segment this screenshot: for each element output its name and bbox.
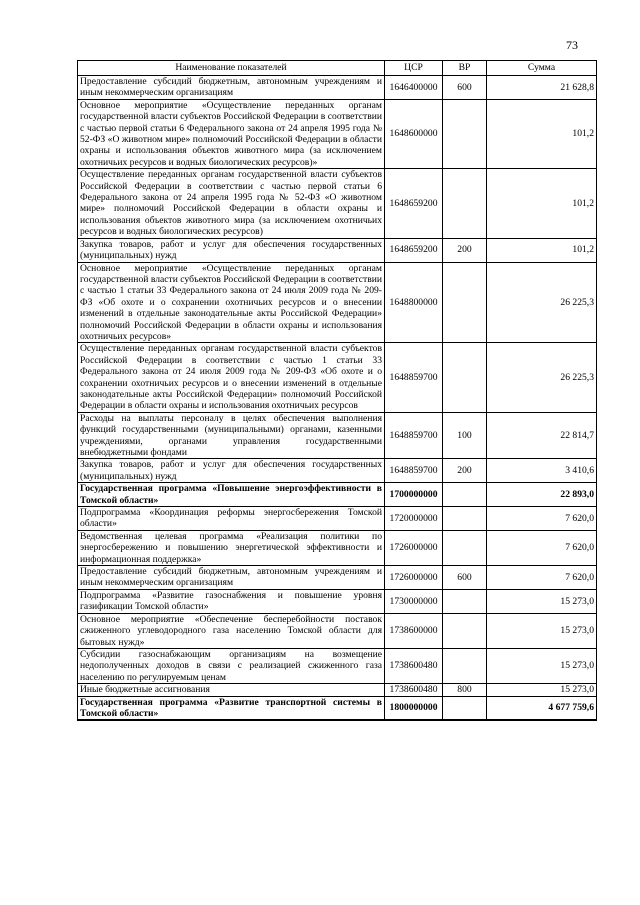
table-row (78, 696, 597, 720)
row-sum: 3 410,6 (487, 459, 597, 483)
table-row (78, 169, 597, 238)
table-row (78, 483, 597, 507)
row-sum: 21 628,8 (487, 76, 597, 100)
row-name: Расходы на выплаты персоналу в целях обеспечения выполнения функций государственными (муниципальными) органами, казенными учреждениями, органами управления государственными внебюджетными фондами (78, 412, 385, 459)
table-row (78, 412, 597, 459)
row-csr: 1646400000 (385, 76, 443, 100)
row-csr: 1738600480 (385, 684, 443, 696)
row-csr: 1738600480 (385, 648, 443, 683)
row-name: Предоставление субсидий бюджетным, автономным учреждениям и иным некоммерческим организациям (78, 566, 385, 590)
row-vr (443, 343, 487, 412)
table-row (78, 589, 597, 613)
row-sum: 4 677 759,6 (487, 696, 597, 720)
row-csr: 1726000000 (385, 530, 443, 565)
row-vr (443, 613, 487, 648)
row-name: Подпрограмма «Координация реформы энергосбережения Томской области» (78, 507, 385, 531)
row-sum: 22 893,0 (487, 483, 597, 507)
row-csr: 1648659200 (385, 238, 443, 262)
row-csr: 1700000000 (385, 483, 443, 507)
row-vr: 800 (443, 684, 487, 696)
row-name: Государственная программа «Повышение энергоэффективности в Томской области» (78, 483, 385, 507)
row-sum: 101,2 (487, 169, 597, 238)
row-csr: 1648859700 (385, 459, 443, 483)
row-vr (443, 589, 487, 613)
row-csr: 1738600000 (385, 613, 443, 648)
table-header-row (78, 61, 597, 76)
row-sum: 101,2 (487, 238, 597, 262)
row-name: Субсидии газоснабжающим организациям на возмещение недополученных доходов в связи с реализацией сжиженного газа населению по регулируемым ценам (78, 648, 385, 683)
table-row (78, 262, 597, 343)
row-csr: 1648600000 (385, 99, 443, 168)
row-name: Закупка товаров, работ и услуг для обеспечения государственных (муниципальных) нужд (78, 459, 385, 483)
row-vr (443, 483, 487, 507)
row-sum: 15 273,0 (487, 589, 597, 613)
row-name: Подпрограмма «Развитие газоснабжения и повышение уровня газификации Томской области» (78, 589, 385, 613)
row-name: Основное мероприятие «Обеспечение бесперебойности поставок сжиженного углеводородного газа населению Томской области для бытовых нужд» (78, 613, 385, 648)
table-row (78, 459, 597, 483)
row-vr: 200 (443, 238, 487, 262)
row-name: Осуществление переданных органам государственной власти субъектов Российской Федерации в соответствии с частью 1 статьи 33 Федерального закона от 24 июля 2009 года № 209-ФЗ «Об охоте и о сохранении охотничьих ресурсов и о внесении изменений в отдельные законодательные акты Российской Федерации» полномочий Российской Федерации в области охраны и использования охотничьих ресурсов (78, 343, 385, 412)
row-vr (443, 530, 487, 565)
row-name: Государственная программа «Развитие транспортной системы в Томской области» (78, 696, 385, 720)
row-csr: 1648800000 (385, 262, 443, 343)
row-csr: 1730000000 (385, 589, 443, 613)
row-name: Основное мероприятие «Осуществление переданных органам государственной власти субъектов Российской Федерации в соответствии с частью 1 статьи 33 Федерального закона от 24 июля 2009 года № 209-ФЗ «Об охоте и о сохранении охотничьих ресурсов и о внесении изменений в отдельные законодательные акты Российской Федерации» полномочий Российской Федерации в области охраны и использования охотничьих ресурсов» (78, 262, 385, 343)
page-number: 73 (566, 38, 578, 52)
row-name: Основное мероприятие «Осуществление переданных органам государственной власти субъектов Российской Федерации в соответствии с частью первой статьи 6 Федерального закона от 24 апреля 1995 года № 52-ФЗ «О животном мире» полномочий Российской Федерации в области охраны и использования объектов животного мира (за исключением охотничьих ресурсов и водных биологических ресурсов)» (78, 99, 385, 168)
table-row (78, 566, 597, 590)
table-row (78, 530, 597, 565)
table-row (78, 684, 597, 696)
header-sum: Сумма (487, 61, 597, 76)
row-vr (443, 507, 487, 531)
row-csr: 1648859700 (385, 412, 443, 459)
row-csr: 1720000000 (385, 507, 443, 531)
row-csr: 1648659200 (385, 169, 443, 238)
row-sum: 101,2 (487, 99, 597, 168)
row-name: Закупка товаров, работ и услуг для обеспечения государственных (муниципальных) нужд (78, 238, 385, 262)
table-row (78, 613, 597, 648)
row-sum: 15 273,0 (487, 648, 597, 683)
row-sum: 7 620,0 (487, 530, 597, 565)
row-vr: 600 (443, 566, 487, 590)
row-vr: 100 (443, 412, 487, 459)
row-name: Предоставление субсидий бюджетным, автономным учреждениям и иным некоммерческим организациям (78, 76, 385, 100)
row-sum: 15 273,0 (487, 684, 597, 696)
table-row (78, 648, 597, 683)
table-row (78, 343, 597, 412)
row-sum: 22 814,7 (487, 412, 597, 459)
row-sum: 26 225,3 (487, 343, 597, 412)
row-vr (443, 648, 487, 683)
header-csr: ЦСР (385, 61, 443, 76)
row-sum: 15 273,0 (487, 613, 597, 648)
row-csr: 1648859700 (385, 343, 443, 412)
row-vr (443, 169, 487, 238)
row-sum: 26 225,3 (487, 262, 597, 343)
table-row (78, 76, 597, 100)
table-row (78, 99, 597, 168)
row-vr (443, 262, 487, 343)
row-sum: 7 620,0 (487, 507, 597, 531)
header-vr: ВР (443, 61, 487, 76)
row-csr: 1800000000 (385, 696, 443, 720)
row-name: Иные бюджетные ассигнования (78, 684, 385, 696)
header-name: Наименование показателей (78, 61, 385, 76)
row-sum: 7 620,0 (487, 566, 597, 590)
row-vr (443, 99, 487, 168)
row-vr: 200 (443, 459, 487, 483)
row-name: Ведомственная целевая программа «Реализация политики по энергосбережению и повышению энергетической эффективности и информационная поддержка» (78, 530, 385, 565)
row-name: Осуществление переданных органам государственной власти субъектов Российской Федерации в соответствии с частью первой статьи 6 Федерального закона от 24 апреля 1995 года № 52-ФЗ «О животном мире» полномочий Российской Федерации в области охраны и использования объектов животного мира (за исключением охотничьих ресурсов и водных биологических ресурсов) (78, 169, 385, 238)
table-row (78, 238, 597, 262)
table-row (78, 507, 597, 531)
row-vr: 600 (443, 76, 487, 100)
table-body (78, 76, 597, 721)
budget-table (77, 60, 597, 721)
row-vr (443, 696, 487, 720)
row-csr: 1726000000 (385, 566, 443, 590)
